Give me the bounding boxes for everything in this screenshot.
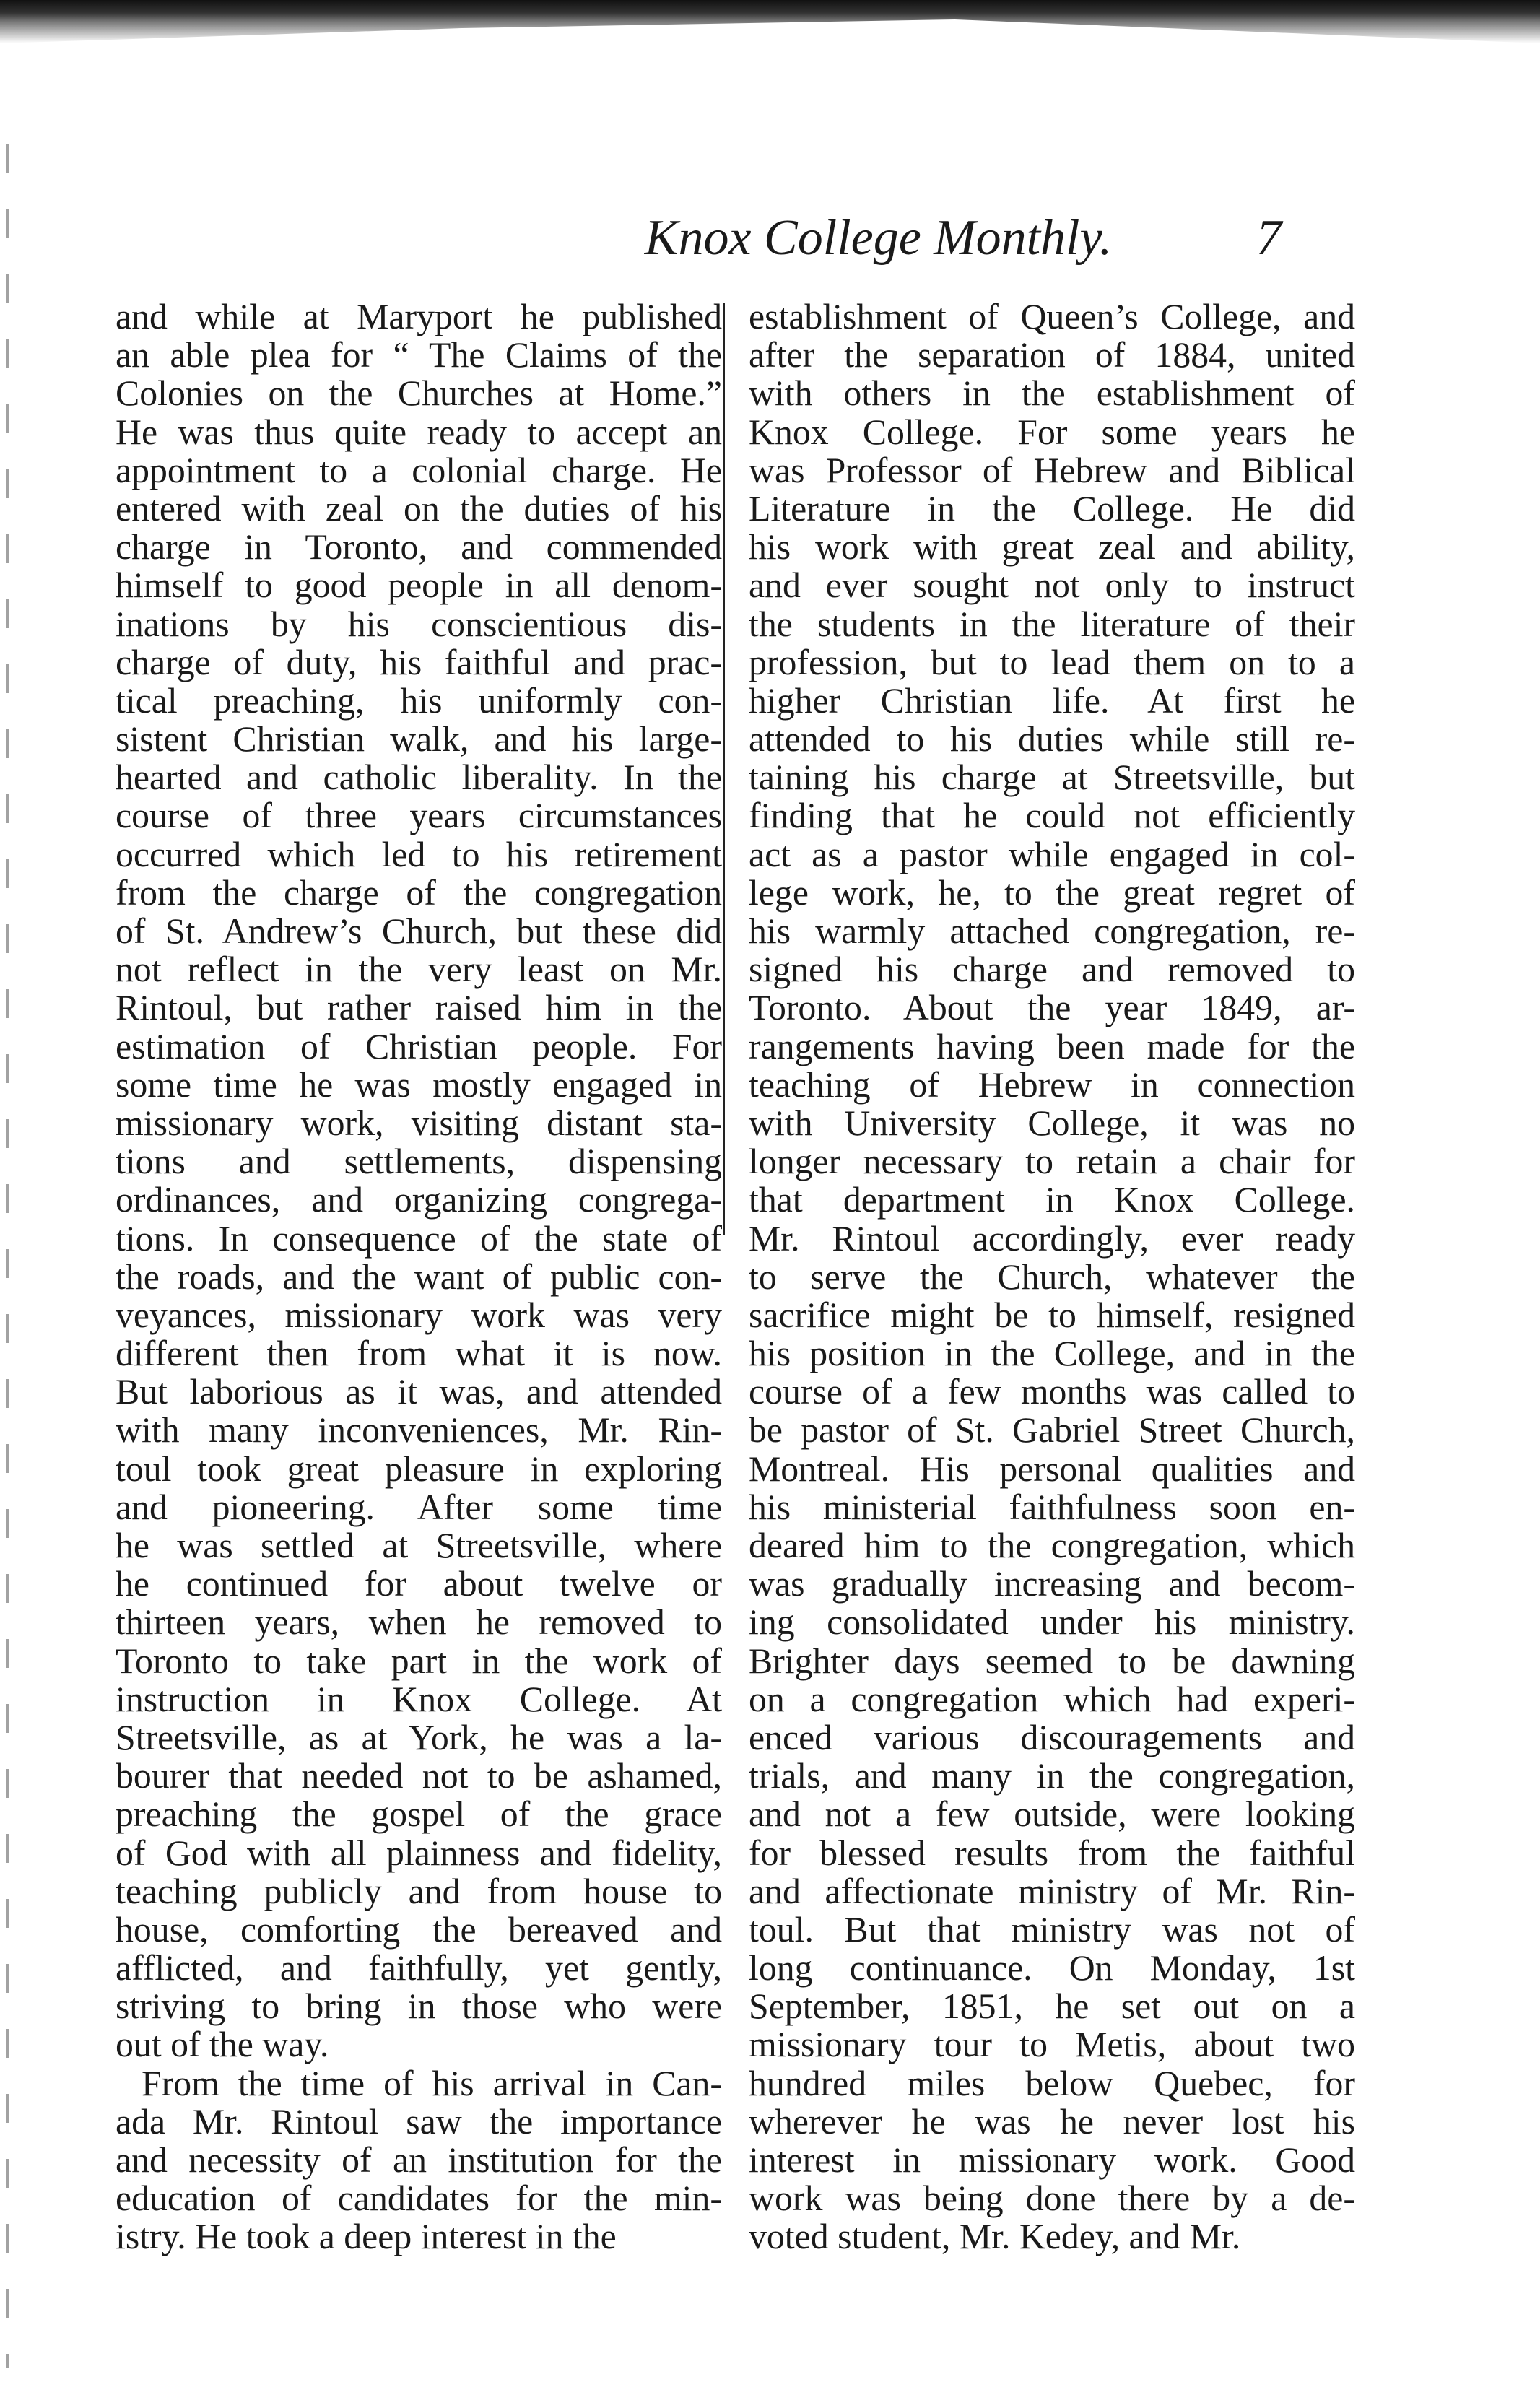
text-line: teaching of Hebrew in connection	[749, 1064, 1355, 1105]
text-line: charge of duty, his faithful and prac-	[116, 642, 722, 682]
text-line: rangements having been made for the	[749, 1026, 1355, 1066]
text-line: charge in Toronto, and commended	[116, 527, 722, 568]
text-line: Colonies on the Churches at Home.”	[116, 373, 722, 414]
text-line: was Professor of Hebrew and Biblical	[749, 450, 1355, 490]
text-line: signed his charge and removed to	[749, 949, 1355, 990]
text-line: higher Christian life. At first he	[749, 680, 1355, 721]
text-line: interest in missionary work. Good	[749, 2140, 1355, 2180]
text-line: attended to his duties while still re-	[749, 719, 1355, 760]
text-line: striving to bring in those who were	[116, 1986, 722, 2027]
text-line: toul took great pleasure in exploring	[116, 1448, 722, 1489]
text-line: an able plea for “ The Claims of the	[116, 335, 722, 375]
text-line: hundred miles below Quebec, for	[749, 2063, 1355, 2103]
text-line: education of candidates for the min-	[116, 2178, 722, 2219]
text-line: and ever sought not only to instruct	[749, 565, 1355, 606]
text-line: thirteen years, when he removed to	[116, 1602, 722, 1643]
text-line: was gradually increasing and becom-	[749, 1564, 1355, 1604]
text-line: entered with zeal on the duties of his	[116, 488, 722, 529]
text-line: bourer that needed not to be ashamed,	[116, 1756, 722, 1796]
text-line: be pastor of St. Gabriel Street Church,	[749, 1410, 1355, 1451]
text-line: tions and settlements, dispensing	[116, 1142, 722, 1182]
text-line: sistent Christian walk, and his large-	[116, 719, 722, 760]
text-line: teaching publicly and from house to	[116, 1871, 722, 1911]
text-line: he continued for about twelve or	[116, 1564, 722, 1604]
text-line: his warmly attached congregation, re-	[749, 911, 1355, 951]
text-line: longer necessary to retain a chair for	[749, 1142, 1355, 1182]
text-line: voted student, Mr. Kedey, and Mr.	[749, 2217, 1241, 2257]
text-line: Brighter days seemed to be dawning	[749, 1640, 1355, 1681]
text-line: occurred which led to his retirement	[116, 834, 722, 874]
text-line: hearted and catholic liberality. In the	[116, 757, 722, 798]
right-column	[749, 297, 1355, 2256]
text-line: not reflect in the very least on Mr.	[116, 949, 722, 990]
text-line: himself to good people in all denom-	[116, 565, 722, 606]
text-line: Literature in the College. He did	[749, 488, 1355, 529]
running-title: Knox College Monthly.	[644, 210, 1113, 266]
text-line: toul. But that ministry was not of	[749, 1909, 1355, 1950]
text-line: on a congregation which had experi-	[749, 1679, 1355, 1719]
scan-edge-shadow	[0, 0, 1540, 43]
text-line: missionary work, visiting distant sta-	[116, 1103, 722, 1143]
text-line: some time he was mostly engaged in	[116, 1064, 722, 1105]
text-line: work was being done there by a de-	[749, 2178, 1355, 2219]
text-line: from the charge of the congregation	[116, 872, 722, 913]
text-line: inations by his conscientious dis-	[116, 604, 722, 644]
text-line: Montreal. His personal qualities and	[749, 1448, 1355, 1489]
text-line: tical preaching, his uniformly con-	[116, 680, 722, 721]
text-line: tions. In consequence of the state of	[116, 1218, 722, 1259]
text-line: estimation of Christian people. For	[116, 1026, 722, 1066]
page-header	[0, 209, 1540, 282]
text-line: Mr. Rintoul accordingly, ever ready	[749, 1218, 1355, 1259]
text-line: with University College, it was no	[749, 1103, 1355, 1143]
text-line: ing consolidated under his ministry.	[749, 1602, 1355, 1643]
text-line: his position in the College, and in the	[749, 1334, 1355, 1374]
text-line: profession, but to lead them on to a	[749, 642, 1355, 682]
page-number: 7	[1256, 210, 1282, 266]
text-line: deared him to the congregation, which	[749, 1526, 1355, 1565]
text-line: Toronto. About the year 1849, ar-	[749, 988, 1355, 1028]
text-line: house, comforting the bereaved and	[116, 1909, 722, 1950]
text-line: enced various discouragements and	[749, 1717, 1355, 1757]
text-line: Toronto to take part in the work of	[116, 1640, 722, 1681]
text-line: of St. Andrew’s Church, but these did	[116, 911, 722, 951]
text-line: the roads, and the want of public con-	[116, 1256, 722, 1297]
text-line: and while at Maryport he published	[116, 297, 722, 336]
text-line: after the separation of 1884, united	[749, 335, 1355, 375]
text-line: He was thus quite ready to accept an	[116, 412, 722, 452]
scan-margin-marks	[6, 144, 9, 2368]
text-line: missionary tour to Metis, about two	[749, 2025, 1355, 2065]
text-line: of God with all plainness and fidelity,	[116, 1833, 722, 1873]
text-line: act as a pastor while engaged in col-	[749, 834, 1355, 874]
text-line: From the time of his arrival in Can-	[142, 2063, 722, 2103]
text-line: his work with great zeal and ability,	[749, 527, 1355, 568]
text-line: and affectionate ministry of Mr. Rin-	[749, 1871, 1355, 1911]
text-line: to serve the Church, whatever the	[749, 1256, 1355, 1297]
text-line: ada Mr. Rintoul saw the importance	[116, 2101, 722, 2142]
text-line: course of a few months was called to	[749, 1372, 1355, 1412]
text-line: his ministerial faithfulness soon en-	[749, 1487, 1355, 1527]
text-line: and necessity of an institution for the	[116, 2140, 722, 2180]
text-line: preaching the gospel of the grace	[116, 1794, 722, 1835]
text-line: istry. He took a deep interest in the	[116, 2217, 617, 2257]
text-line: for blessed results from the faithful	[749, 1833, 1355, 1873]
text-line: and pioneering. After some time	[116, 1487, 722, 1527]
text-line: sacrifice might be to himself, resigned	[749, 1295, 1355, 1335]
text-line: Streetsville, as at York, he was a la-	[116, 1717, 722, 1757]
text-line: he was settled at Streetsville, where	[116, 1526, 722, 1565]
text-line: different then from what it is now.	[116, 1334, 722, 1374]
text-line: and not a few outside, were looking	[749, 1794, 1355, 1835]
text-line: course of three years circumstances	[116, 796, 722, 836]
text-line: with others in the establishment of	[749, 373, 1355, 414]
text-line: the students in the literature of their	[749, 604, 1355, 644]
text-line: establishment of Queen’s College, and	[749, 297, 1355, 336]
text-line: But laborious as it was, and attended	[116, 1372, 722, 1412]
text-line: Knox College. For some years he	[749, 412, 1355, 452]
text-line: finding that he could not efficiently	[749, 796, 1355, 836]
text-line: out of the way.	[116, 2025, 329, 2065]
text-line: ordinances, and organizing congrega-	[116, 1180, 722, 1220]
column-divider	[723, 303, 725, 1235]
text-line: trials, and many in the congregation,	[749, 1756, 1355, 1796]
text-line: afflicted, and faithfully, yet gently,	[116, 1948, 722, 1988]
text-line: Rintoul, but rather raised him in the	[116, 988, 722, 1028]
text-line: lege work, he, to the great regret of	[749, 872, 1355, 913]
text-line: September, 1851, he set out on a	[749, 1986, 1355, 2027]
text-line: appointment to a colonial charge. He	[116, 450, 722, 490]
text-line: long continuance. On Monday, 1st	[749, 1948, 1355, 1988]
text-line: that department in Knox College.	[749, 1180, 1355, 1220]
text-line: instruction in Knox College. At	[116, 1679, 722, 1719]
text-line: wherever he was he never lost his	[749, 2101, 1355, 2142]
text-line: taining his charge at Streetsville, but	[749, 757, 1355, 798]
text-line: veyances, missionary work was very	[116, 1295, 722, 1335]
text-line: with many inconveniences, Mr. Rin-	[116, 1410, 722, 1451]
left-column	[116, 297, 722, 2256]
